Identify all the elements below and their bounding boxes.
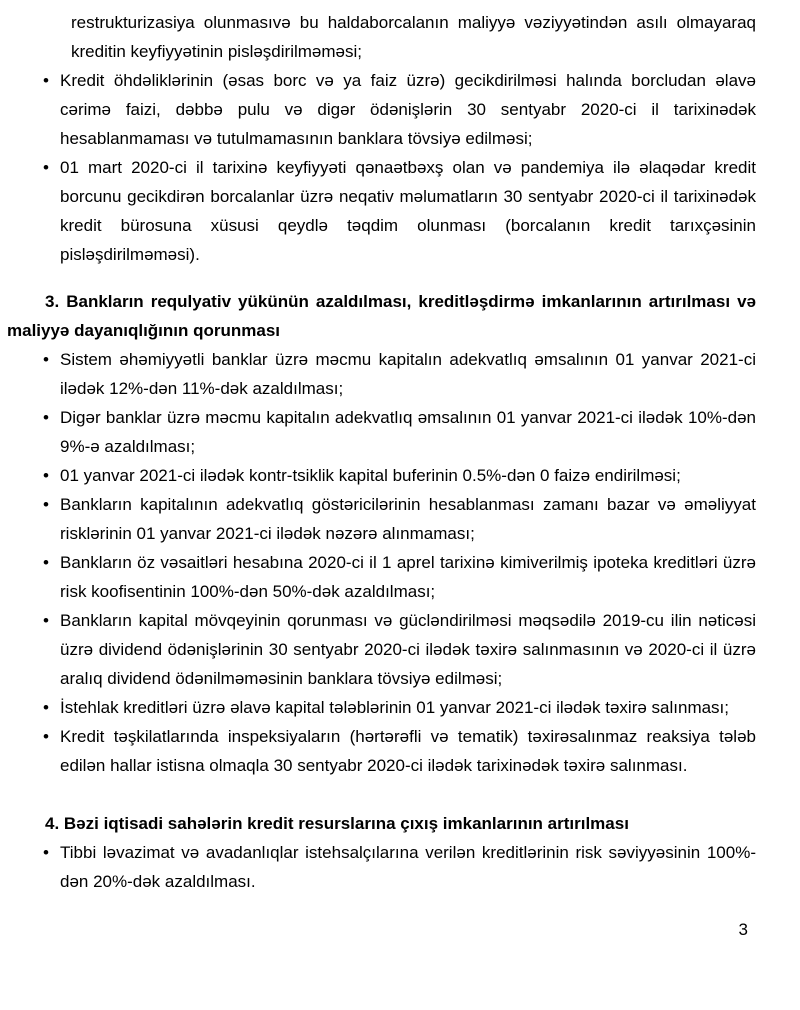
bullet-list-section3: [7, 345, 756, 780]
bullet-item: • 01 mart 2020-ci il tarixinə keyfiyyəti qənaətbəxş olan və pandemiya ilə əlaqədar kredit borcunu gecikdirən borcalanlar üzrə neqativ məlumatların 30 sentyabr 2020-ci il tarixinədək kredit bürosuna xüsusi qeydlə təqdim olunması (borcalanın kredit tarıxçəsinin pisləşdirilməməsi).: [60, 153, 756, 269]
bullet-item: • İstehlak kreditləri üzrə əlavə kapital tələblərinin 01 yanvar 2021-ci ilədək təxirə salınması;: [60, 693, 756, 722]
bullet-list-section2: [7, 66, 756, 269]
bullet-item: • Bankların kapital mövqeyinin qorunması və gücləndirilməsi məqsədilə 2019-cu ilin nəticəsi üzrə dividend ödənişlərinin 30 sentyabr 2020-ci ilədək təxirə salınmasının və 2020-ci il üzrə aralıq dividend ödənilməməsinin banklara tövsiyə edilməsi;: [60, 606, 756, 693]
page-footer: [7, 915, 756, 944]
bullet-item: • Bankların kapitalının adekvatlıq göstəricilərinin hesablanması zamanı bazar və əməliyyat risklərinin 01 yanvar 2021-ci ilədək nəzərə alınmaması;: [60, 490, 756, 548]
bullet-list-section4: [7, 838, 756, 896]
continuation-paragraph: restrukturizasiya olunmasıvə bu haldaborcalanın maliyyə vəziyyətindən asılı olmayaraq kreditin keyfiyyətinin pisləşdirilməməsi;: [71, 13, 756, 61]
page-number: 3: [738, 920, 748, 939]
bullet-item: • Digər banklar üzrə məcmu kapitalın adekvatlıq əmsalının 01 yanvar 2021-ci ilədək 10%-dən 9%-ə azaldılması;: [60, 403, 756, 461]
bullet-item: • Sistem əhəmiyyətli banklar üzrə məcmu kapitalın adekvatlıq əmsalının 01 yanvar 2021-ci ilədək 12%-dən 11%-dək azaldılması;: [60, 345, 756, 403]
bullet-item: • Bankların öz vəsaitləri hesabına 2020-ci il 1 aprel tarixinə kimiverilmiş ipoteka kreditləri üzrə risk koofisentinin 100%-dən 50%-dək azaldılması;: [60, 548, 756, 606]
bullet-item: • 01 yanvar 2021-ci ilədək kontr-tsiklik kapital buferinin 0.5%-dən 0 faizə endirilməsi;: [60, 461, 756, 490]
section-heading-4: 4. Bəzi iqtisadi sahələrin kredit resurslarına çıxış imkanlarının artırılması: [45, 814, 629, 833]
bullet-item: • Kredit öhdəliklərinin (əsas borc və ya faiz üzrə) gecikdirilməsi halında borcludan əlavə cərimə faizi, dəbbə pulu və digər ödənişlərin 30 sentyabr 2020-ci il tarixinədək hesablanmaması və tutulmamasının banklara tövsiyə edilməsi;: [60, 66, 756, 153]
bullet-item: • Tibbi ləvazimat və avadanlıqlar istehsalçılarına verilən kreditlərinin risk səviyyəsinin 100%-dən 20%-dək azaldılması.: [60, 838, 756, 896]
section-heading-3: 3. Bankların requlyativ yükünün azaldılması, kreditləşdirmə imkanlarının artırılması və maliyyə dayanıqlığının qorunması: [7, 292, 756, 340]
bullet-item: • Kredit təşkilatlarında inspeksiyaların (hərtərəfli və tematik) təxirəsalınmaz reaksiya tələb edilən hallar istisna olmaqla 30 sentyabr 2020-ci ilədək tarixinədək təxirə salınması.: [60, 722, 756, 780]
